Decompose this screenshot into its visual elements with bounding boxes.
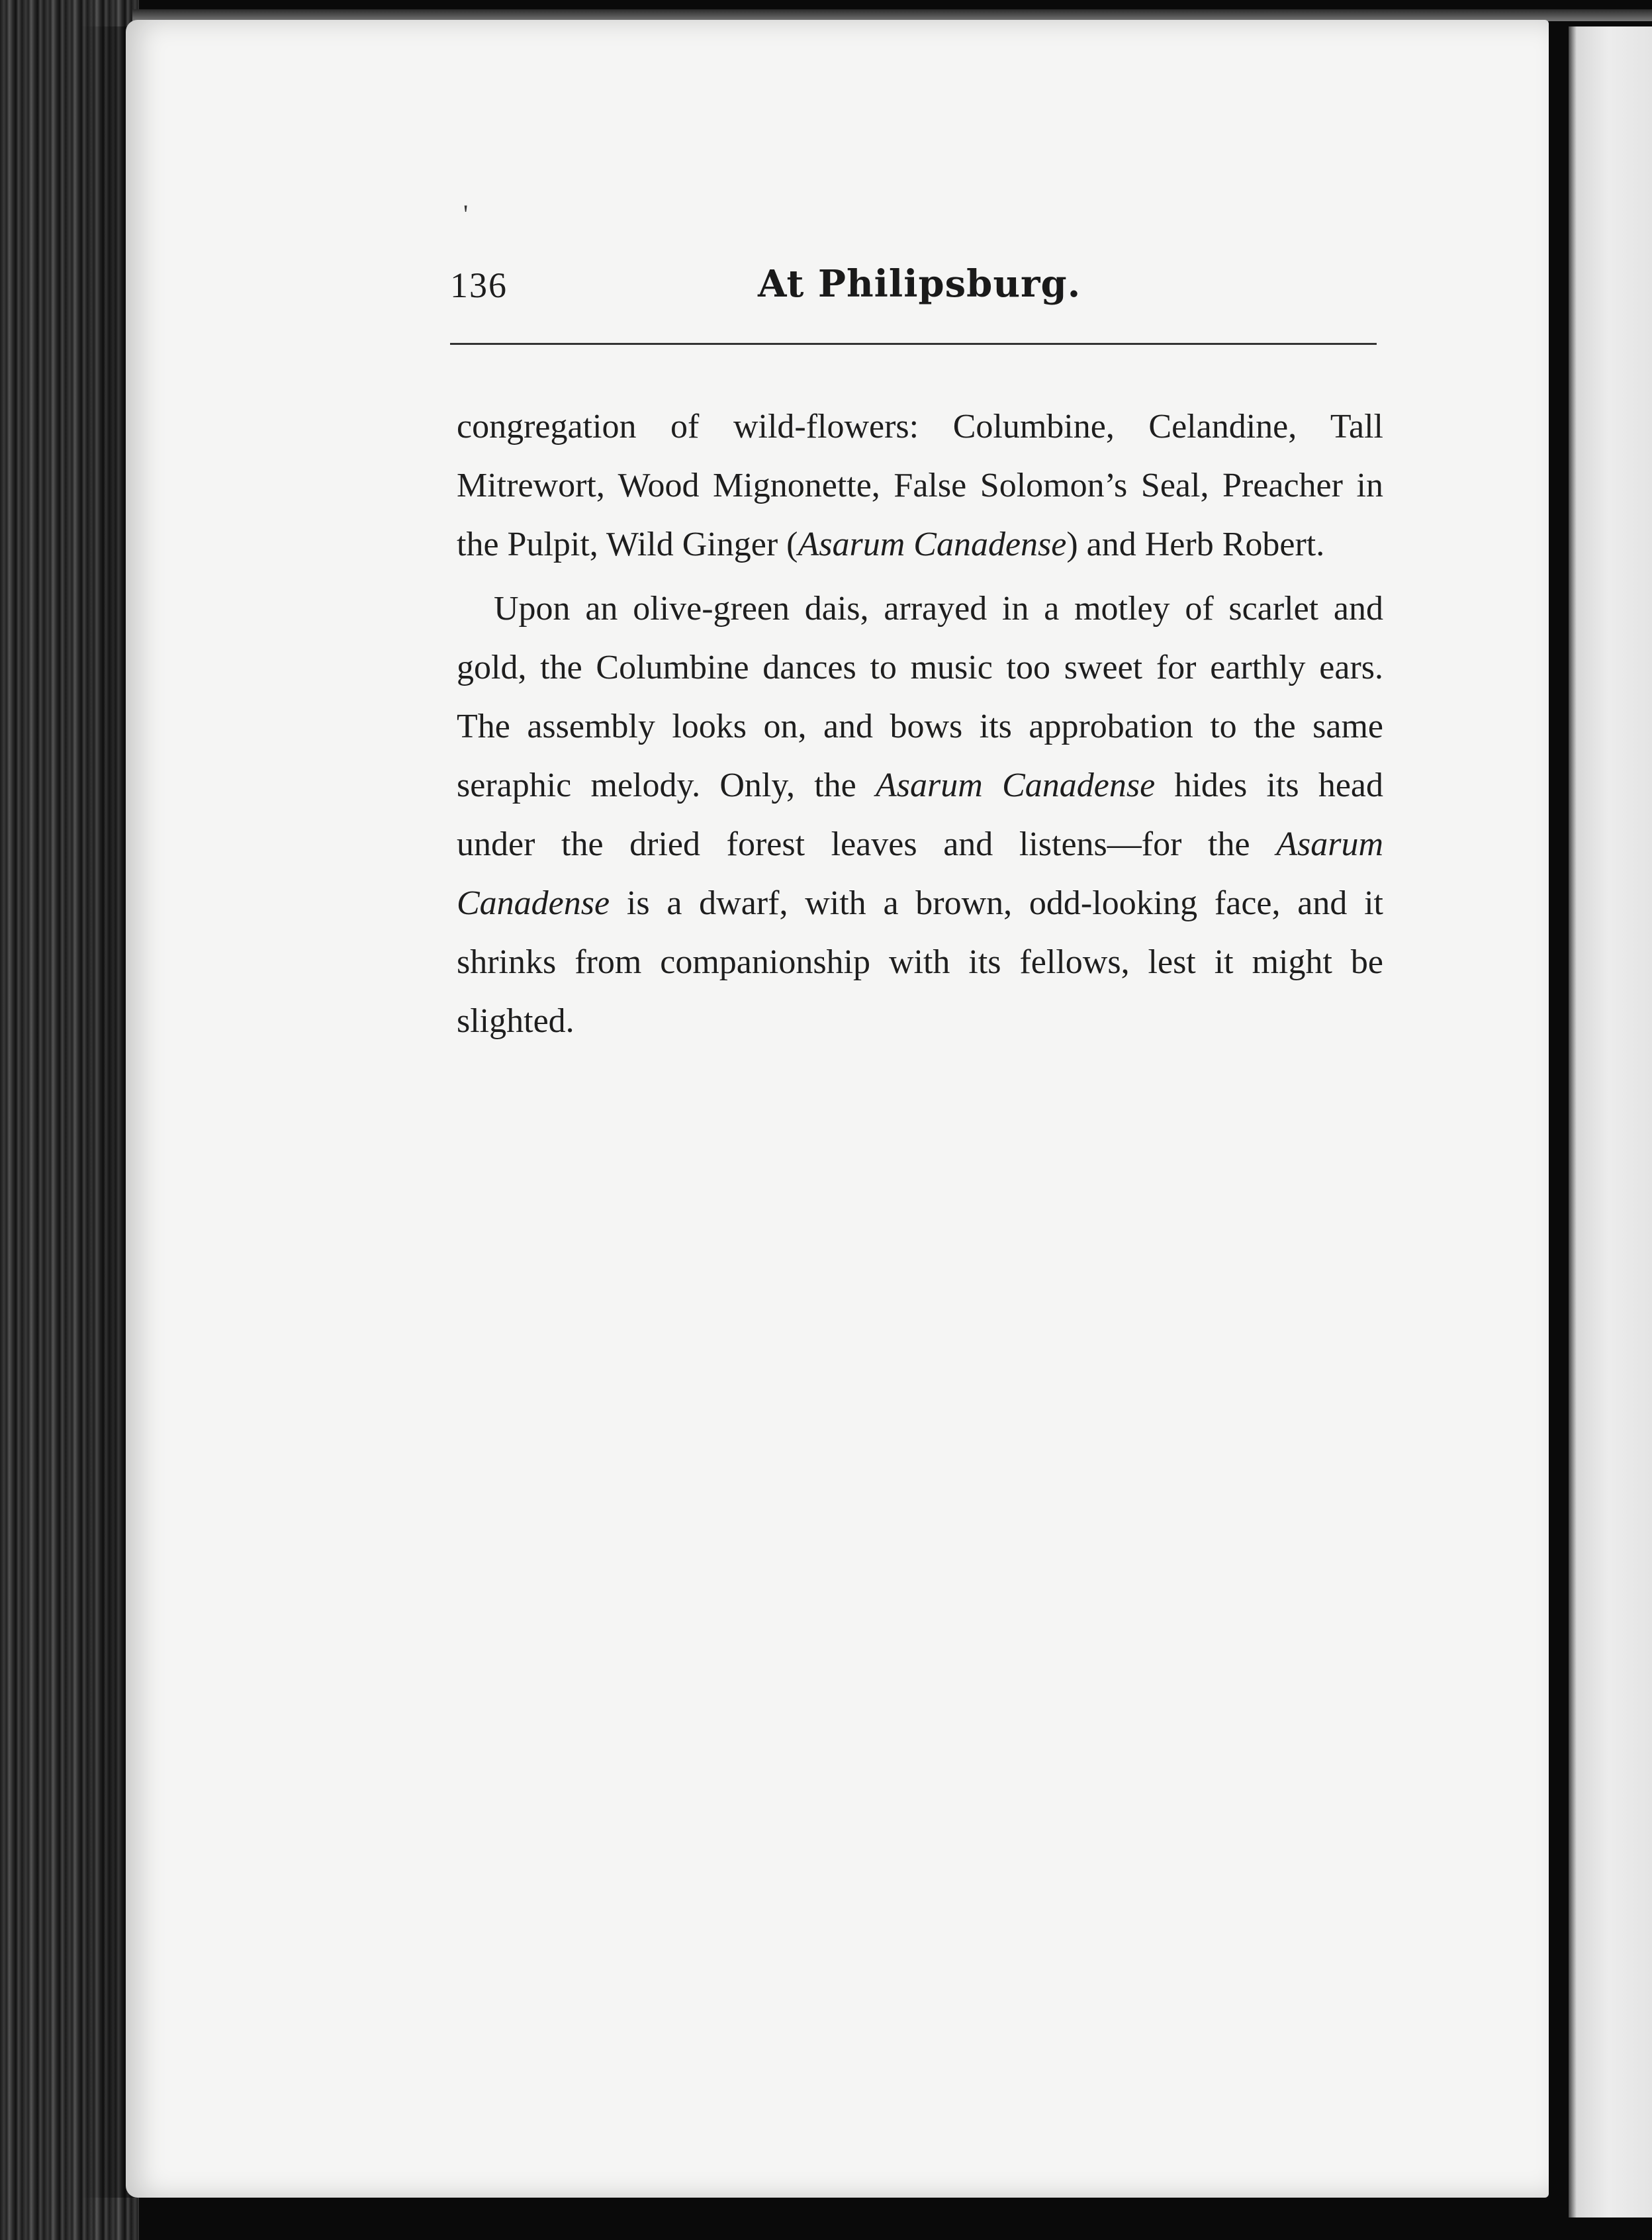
paragraph-1-text-1: congregation of wild-flowers: Columbine, Celandine, Tall Mitrewort, Wood Mignonette, False Solomon’s Seal, Preacher in the Pulpit, Wild Ginger ( (457, 408, 1383, 563)
paragraph-1 (457, 397, 1383, 574)
stray-mark: ' (463, 199, 469, 229)
paragraph-2-italic-1: Asarum Canadense (876, 767, 1156, 804)
paragraph-1-text-2: ) and Herb Robert. (1066, 526, 1325, 563)
paragraph-1-italic-1: Asarum Canadense (798, 526, 1067, 563)
running-title: At Philipsburg. (758, 262, 1081, 306)
page-number: 136 (450, 265, 508, 305)
running-head (450, 262, 1377, 331)
book-page (126, 20, 1549, 2198)
paragraph-2-italic-2: Asarum Canadense (457, 825, 1383, 922)
facing-page-edge (1569, 26, 1652, 2217)
paragraph-2-text-2: hides its head under the dried forest leaves and listens—for the (457, 767, 1383, 863)
paragraph-2-text-1: Upon an olive-green dais, arrayed in a motley of scarlet and gold, the Columbine dances to music too sweet for earthly ears. The assembly looks on, and bows its approbation to the same seraphic melody. Only, the (457, 590, 1383, 804)
paragraph-2 (457, 579, 1383, 1050)
header-rule (450, 343, 1377, 345)
paragraph-2-text-3: is a dwarf, with a brown, odd-looking face, and it shrinks from companionship with its fellows, lest it might be slighted. (457, 884, 1383, 1040)
body-text (457, 397, 1383, 1050)
